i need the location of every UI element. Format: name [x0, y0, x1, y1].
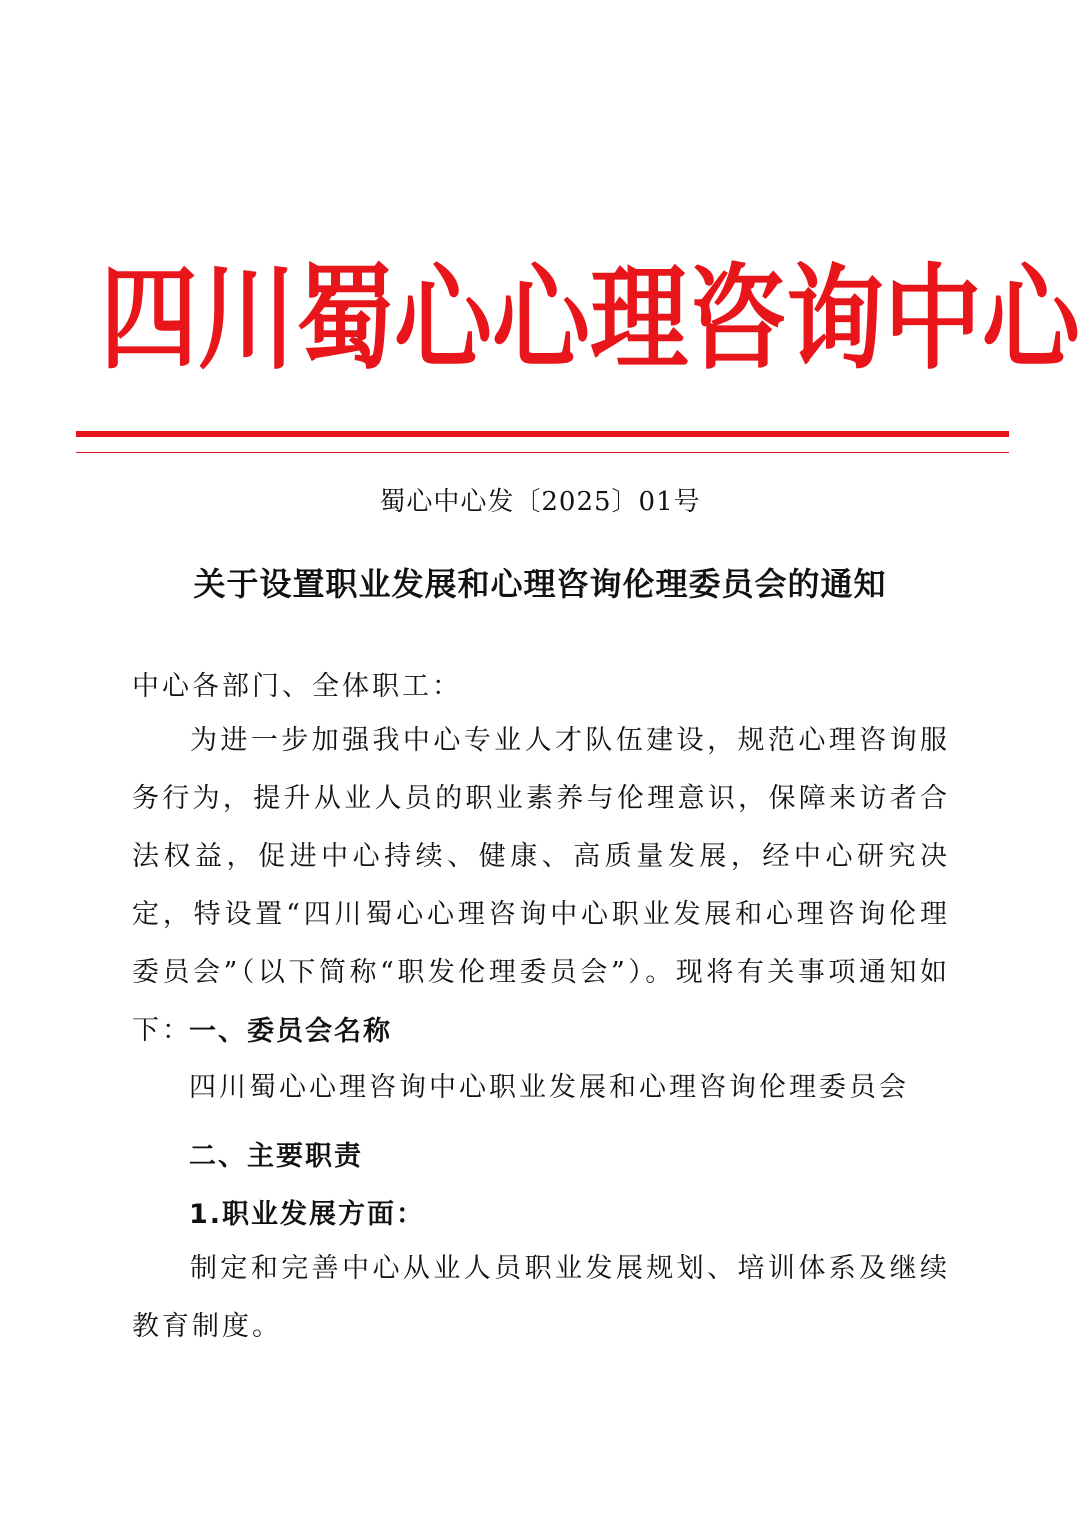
section2-heading: 二、主要职责: [189, 1141, 363, 1172]
masthead-char: 中: [884, 253, 983, 386]
salutation: 中心各部门、全体职工：: [132, 671, 462, 702]
masthead-char: 心: [982, 253, 1080, 386]
document-title: 关于设置职业发展和心理咨询伦理委员会的通知: [193, 565, 887, 603]
masthead-char: 蜀: [296, 253, 395, 386]
masthead-char: 心: [492, 253, 591, 386]
section1-content: 四川蜀心心理咨询中心职业发展和心理咨询伦理委员会: [189, 1072, 909, 1103]
masthead-char: 川: [198, 253, 297, 386]
masthead-org-name: [100, 242, 1080, 399]
masthead-char: 咨: [688, 253, 787, 386]
section1-heading: 一、委员会名称: [189, 1016, 392, 1047]
masthead-char: 理: [590, 253, 689, 386]
intro-paragraph: 为进一步加强我中心专业人才队伍建设，规范心理咨询服务行为，提升从业人员的职业素养与伦理意识，保障来访者合法权益，促进中心持续、健康、高质量发展，经中心研究决定，特设置“四川蜀心心理咨询中心职业发展和心理咨询伦理委员会”（以下简称“职发伦理委员会”）。现将有关事项通知如下：: [132, 725, 950, 1046]
masthead-thin-rule: [76, 452, 1009, 453]
section2-subheading: 1.职业发展方面：: [189, 1199, 426, 1230]
document-number: 蜀心中心发〔2025〕01号: [379, 487, 701, 517]
masthead-thick-rule: [76, 431, 1009, 437]
masthead-char: 四: [100, 253, 199, 386]
masthead-char: 询: [786, 253, 885, 386]
section2-content: 制定和完善中心从业人员职业发展规划、培训体系及继续教育制度。: [132, 1253, 950, 1342]
masthead-char: 心: [394, 253, 493, 386]
